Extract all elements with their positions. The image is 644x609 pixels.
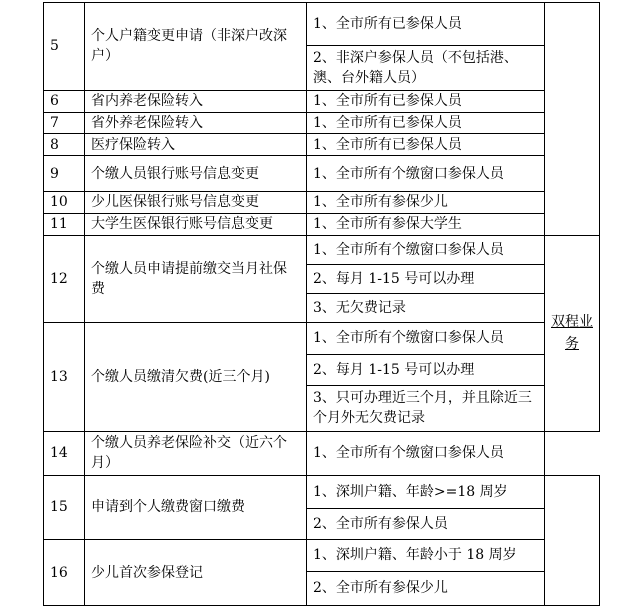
table-row: [44, 213, 600, 235]
row-number: 16: [44, 540, 85, 606]
table-row: [44, 191, 600, 213]
item-name: 少儿医保银行账号信息变更: [85, 191, 307, 213]
condition: 1、深圳户籍、年龄小于 18 周岁: [307, 540, 545, 571]
row-number: 7: [44, 112, 85, 134]
item-name: 个缴人员银行账号信息变更: [85, 156, 307, 191]
condition: 1、全市所有个缴窗口参保人员: [307, 431, 545, 475]
row-number: 15: [44, 475, 85, 540]
row-number: 8: [44, 134, 85, 156]
table-row: [44, 431, 600, 475]
condition: 2、非深户参保人员（不包括港、澳、台外籍人员）: [307, 45, 545, 90]
condition: 1、全市所有已参保人员: [307, 112, 545, 134]
table-row: [44, 112, 600, 134]
table-row: [44, 134, 600, 156]
condition: 1、全市所有个缴窗口参保人员: [307, 235, 545, 264]
row-number: 10: [44, 191, 85, 213]
condition: 1、全市所有参保大学生: [307, 213, 545, 235]
item-name: 大学生医保银行账号信息变更: [85, 213, 307, 235]
condition: 1、全市所有已参保人员: [307, 90, 545, 112]
item-name: 省外养老保险转入: [85, 112, 307, 134]
condition: 1、深圳户籍、年龄>=18 周岁: [307, 475, 545, 508]
row-number: 12: [44, 235, 85, 323]
business-table: [43, 2, 600, 606]
item-name: 省内养老保险转入: [85, 90, 307, 112]
condition: 3、无欠费记录: [307, 294, 545, 323]
item-name: 个缴人员养老保险补交（近六个月）: [85, 431, 307, 475]
condition: 1、全市所有参保少儿: [307, 191, 545, 213]
category-blank: [545, 3, 600, 236]
table-row: [44, 3, 600, 46]
condition: 1、全市所有已参保人员: [307, 134, 545, 156]
item-name: 医疗保险转入: [85, 134, 307, 156]
row-number: 6: [44, 90, 85, 112]
condition: 3、只可办理近三个月，并且除近三个月外无欠费记录: [307, 385, 545, 431]
row-number: 9: [44, 156, 85, 191]
row-number: 5: [44, 3, 85, 91]
row-number: 14: [44, 431, 85, 475]
table-row: [44, 156, 600, 191]
table-row: [44, 540, 600, 571]
row-number: 13: [44, 323, 85, 431]
condition: 1、全市所有个缴窗口参保人员: [307, 323, 545, 354]
item-name: 个缴人员缴清欠费(近三个月): [85, 323, 307, 431]
item-name: 申请到个人缴费窗口缴费: [85, 475, 307, 540]
condition: 2、全市所有参保人员: [307, 508, 545, 539]
row-number: 11: [44, 213, 85, 235]
category-label: 双程业务: [545, 235, 600, 431]
item-name: 个缴人员申请提前缴交当月社保费: [85, 235, 307, 323]
condition: 2、全市所有参保少儿: [307, 571, 545, 606]
condition: 2、每月 1-15 号可以办理: [307, 354, 545, 385]
table-row: [44, 90, 600, 112]
table-row: [44, 235, 600, 264]
category-blank: [545, 475, 600, 605]
table-row: [44, 475, 600, 508]
condition: 2、每月 1-15 号可以办理: [307, 264, 545, 293]
item-name: 个人户籍变更申请（非深户改深户）: [85, 3, 307, 91]
condition: 1、全市所有个缴窗口参保人员: [307, 156, 545, 191]
item-name: 少儿首次参保登记: [85, 540, 307, 606]
condition: 1、全市所有已参保人员: [307, 3, 545, 46]
table-row: [44, 323, 600, 354]
